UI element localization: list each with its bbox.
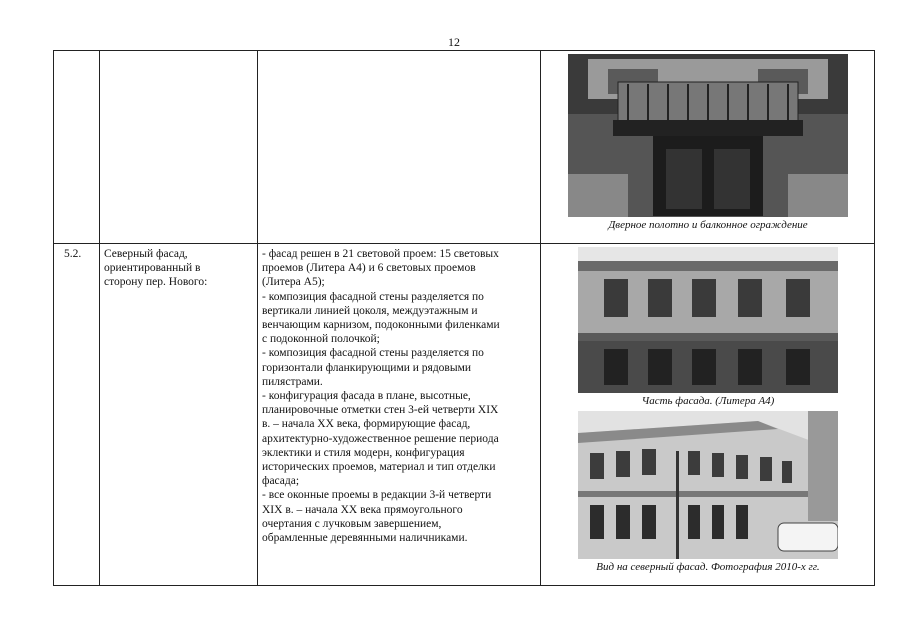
description-line: - композиция фасадной стены разделяется по: [262, 290, 484, 303]
description-line: - композиция фасадной стены разделяется по: [262, 347, 484, 360]
title-line: ориентированный в: [104, 262, 201, 275]
description-line: обрамленные деревянными наличниками.: [262, 532, 468, 545]
description-line: XIX в. – начала XX века прямоугольного: [262, 503, 463, 516]
page-number: 12: [448, 35, 460, 49]
title-line: Северный фасад,: [104, 248, 188, 260]
column-divider: [99, 51, 100, 585]
document-table: [53, 50, 875, 586]
description-line: планировочные отметки стен 3-ей четверти XIX: [262, 404, 499, 417]
description-line: - конфигурация фасада в плане, высотные,: [262, 390, 471, 403]
description-line: вертикали линией цоколя, междуэтажным и: [262, 304, 478, 317]
description-line: венчающим карнизом, подоконными филенками: [262, 319, 500, 332]
description-line: - фасад решен в 21 световой проем: 15 световых: [262, 248, 499, 260]
north-facade-photo: [578, 411, 838, 559]
facade-part-caption: Часть фасада. (Литера А4): [641, 395, 775, 407]
facade-part-photo: [578, 247, 838, 393]
description-line: проемов (Литера А4) и 6 световых проемов: [262, 262, 476, 275]
title-line: сторону пер. Нового:: [104, 276, 208, 289]
description-line: эклектики и стиля модерн, конфигурация: [262, 446, 465, 459]
row-divider: [54, 243, 874, 244]
description-line: с подоконной полочкой;: [262, 333, 380, 346]
balcony-door-photo: [568, 54, 848, 217]
description-line: исторических проемов, материал и тип отделки: [262, 461, 496, 474]
description-line: - все оконные проемы в редакции 3-й четверти: [262, 489, 492, 502]
row-number: 5.2.: [64, 248, 82, 260]
description-line: в. – начала XX века, формирующие фасад,: [262, 418, 471, 431]
north-facade-caption: Вид на северный фасад. Фотография 2010-х гг.: [596, 561, 820, 573]
description-line: пилястрами.: [262, 375, 323, 388]
column-divider: [257, 51, 258, 585]
description-line: (Литера А5);: [262, 276, 325, 289]
description-line: очертания с лучковым завершением,: [262, 517, 442, 530]
balcony-photo-caption: Дверное полотно и балконное ограждение: [608, 219, 808, 231]
description-line: архитектурно-художественное решение периода: [262, 432, 499, 445]
description-line: фасада;: [262, 475, 300, 488]
column-divider: [540, 51, 541, 585]
row-title: [104, 247, 254, 290]
facade-description: [262, 247, 538, 545]
description-line: горизонтали фланкирующими и рядовыми: [262, 361, 472, 374]
